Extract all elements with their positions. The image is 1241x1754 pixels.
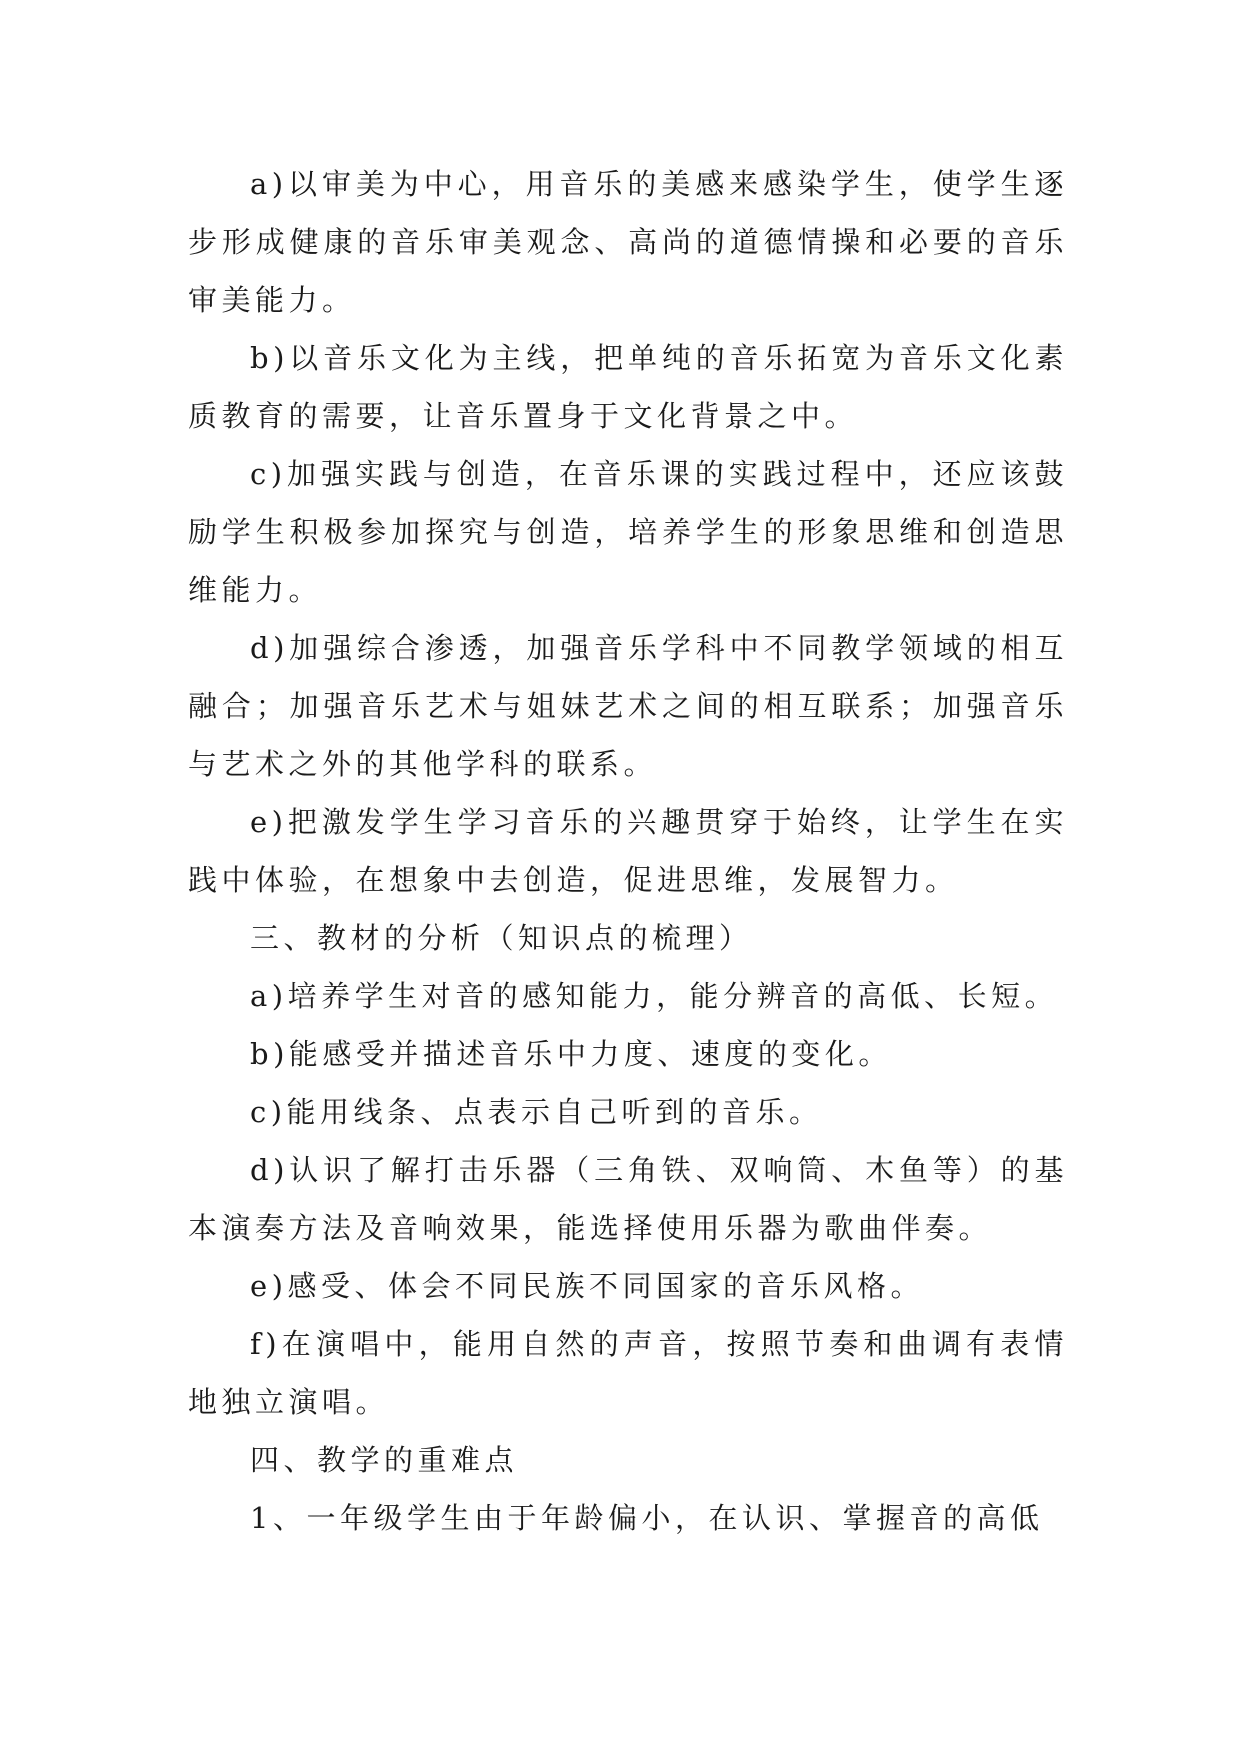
paragraph-interest: e)把激发学生学习音乐的兴趣贯穿于始终，让学生在实践中体验，在想象中去创造，促进思维，发展智力。	[188, 805, 1068, 897]
paragraph-music-styles: e)感受、体会不同民族不同国家的音乐风格。	[250, 1269, 924, 1303]
paragraph-integration: d)加强综合渗透，加强音乐学科中不同教学领域的相互融合；加强音乐艺术与姐妹艺术之间的相互联系；加强音乐与艺术之外的其他学科的联系。	[188, 631, 1068, 781]
paragraph-lines-dots: c)能用线条、点表示自己听到的音乐。	[250, 1095, 823, 1129]
paragraph-pitch-perception: a)培养学生对音的感知能力，能分辨音的高低、长短。	[250, 979, 1059, 1013]
document-body	[188, 155, 1068, 1547]
paragraph-aesthetic-center: a)以审美为中心，用音乐的美感来感染学生，使学生逐步形成健康的音乐审美观念、高尚的道德情操和必要的音乐审美能力。	[188, 167, 1068, 317]
section-heading-textbook-analysis: 三、教材的分析（知识点的梳理）	[250, 921, 753, 955]
paragraph-dynamics-tempo: b)能感受并描述音乐中力度、速度的变化。	[250, 1037, 892, 1071]
paragraph-first-grade: 1、一年级学生由于年龄偏小，在认识、掌握音的高低	[250, 1501, 1044, 1535]
paragraph-practice-creation: c)加强实践与创造，在音乐课的实践过程中，还应该鼓励学生积极参加探究与创造，培养学生的形象思维和创造思维能力。	[188, 457, 1068, 607]
paragraph-percussion: d)认识了解打击乐器（三角铁、双响筒、木鱼等）的基本演奏方法及音响效果，能选择使用乐器为歌曲伴奏。	[188, 1153, 1068, 1245]
paragraph-singing: f)在演唱中，能用自然的声音，按照节奏和曲调有表情地独立演唱。	[188, 1327, 1068, 1419]
section-heading-key-points: 四、教学的重难点	[250, 1443, 519, 1477]
paragraph-music-culture: b)以音乐文化为主线，把单纯的音乐拓宽为音乐文化素质教育的需要，让音乐置身于文化背景之中。	[188, 341, 1068, 433]
